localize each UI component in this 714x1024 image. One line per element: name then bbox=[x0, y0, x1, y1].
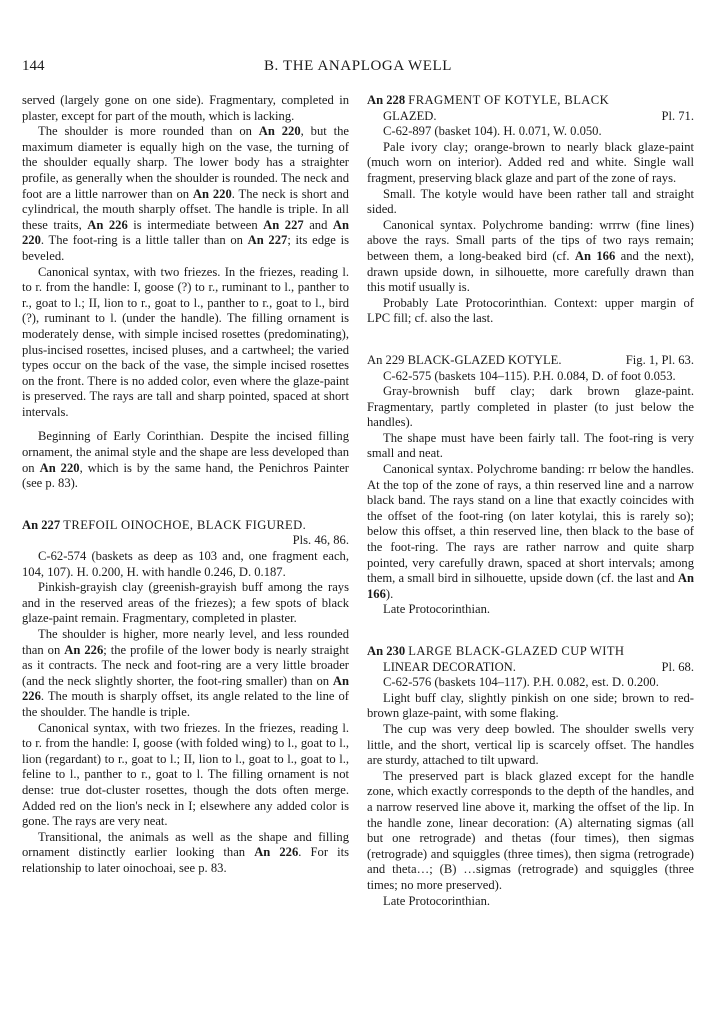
paragraph: C-62-575 (baskets 104–115). P.H. 0.084, D. of foot 0.053. bbox=[383, 368, 676, 383]
paragraph: Probably Late Protocorinthian. Context: upper margin of LPC fill; cf. also the last. bbox=[367, 295, 694, 326]
left-column bbox=[22, 93, 349, 877]
catalog-ref: An 226 bbox=[254, 845, 299, 860]
paragraph: Canonical syntax, with two friezes. In the friezes, reading l. to r. from the handle: I, goose (?) to r., ruminant to l., panther to r., goat to l.; II, lion to r., goat to l., panther to r., goat to l., bird (?), ruminant to l. (under the handle). The filling ornament is moderately dense, with simple incised rosettes (predominating), plus-incised rosettes, incised pluses, and a cartwheel; the varied types occur on the back of the vase, the simple incised rosettes on the front. There is no added color, even where the glaze-paint is preserved. The rays are tall and sharp pointed, spaced at short intervals. bbox=[22, 264, 349, 419]
paragraph: Light buff clay, slightly pinkish on one side; brown to red-brown glaze-paint, with some flaking. bbox=[367, 690, 694, 721]
page-number: 144 bbox=[22, 58, 45, 74]
entry-an-227 bbox=[22, 518, 349, 877]
entry-title: An 227 TREFOIL OINOCHOE, BLACK FIGURED. bbox=[22, 517, 307, 532]
paragraph: Pale ivory clay; orange-brown to nearly black glaze-paint (much worn on interior). Added red and white. Single wall fragment, preserving black glaze and part of the zone of rays. bbox=[367, 139, 694, 185]
entry-an-228 bbox=[367, 93, 694, 327]
paragraph: Gray-brownish buff clay; dark brown glaze-paint. Fragmentary, partly completed in plaster (to just below the handles). bbox=[367, 384, 694, 430]
catalog-ref: An 226 bbox=[64, 642, 104, 657]
catalog-ref: An 220 bbox=[192, 186, 232, 201]
catalog-ref: An 220 bbox=[39, 460, 80, 475]
plate-reference: Fig. 1, Pl. 63. bbox=[625, 352, 694, 367]
entry-an-230 bbox=[367, 644, 694, 909]
running-head: B. THE ANAPLOGA WELL bbox=[263, 58, 453, 74]
paragraph: Transitional, the animals as well as the shape and filling ornament distinctly earlier looking than An 226. For its relationship to later oinochoai, see p. 83. bbox=[22, 829, 349, 875]
paragraph: served (largely gone on one side). Fragmentary, completed in plaster, except for part of the mouth, which is lacking. bbox=[22, 93, 349, 123]
entry-title-cont: LINEAR DECORATION. bbox=[383, 659, 516, 674]
catalog-ref: An 166 bbox=[367, 571, 694, 601]
page-header bbox=[22, 58, 694, 82]
catalog-ref: An 227 bbox=[263, 217, 304, 232]
plate-reference: Pl. 71. bbox=[661, 108, 694, 123]
paragraph: The shoulder is higher, more nearly level, and less rounded than on An 226; the profile of the lower body is nearly straight as it contracts. The neck and foot-ring are a very little broader (and the neck slightly shorter, the foot-ring smaller) than on An 226. The mouth is sharply offset, its angle related to the line of the shoulder. The handle is triple. bbox=[22, 627, 350, 719]
paragraph: Canonical syntax. Polychrome banding: rr below the handles. At the top of the zone of rays, a thin reserved line and a narrow black band. The rays stand on a line that exactly coincides with the offset of the foot-ring (on later kotylai, this is rarely so); below this offset, a thin reserved line, then black to the base of the foot-ring. The rays are rather narrow and quite sharp pointed, very carefully drawn, spaced at short intervals; among them, a small bird in silhouette, upside down (cf. the last and An 166). bbox=[367, 462, 694, 601]
paragraph: Canonical syntax, with two friezes. In the friezes, reading l. to r. from the handle: I, goose (with folded wing) to l., goat to l., lion (regardant) to r., goat to l.; II, lion to l., goat to l., goat to l., feline to l., panther to r., goat to l. The filling ornament is not dense: true dot-cluster rosettes, though the dots often merge. Added red on the lion's neck in I; elsewhere any added color is gone. The rays are very neat. bbox=[22, 720, 349, 829]
paragraph: Late Protocorinthian. bbox=[383, 602, 491, 617]
paragraph: C-62-576 (baskets 104–117). P.H. 0.082, est. D. 0.200. bbox=[383, 675, 659, 690]
paragraph: The cup was very deep bowled. The shoulder swells very little, and the short, vertical lip is scarcely offset. The handles are sturdy, attached to tilt upward. bbox=[367, 721, 694, 768]
entry-an-229 bbox=[367, 353, 694, 618]
paragraph: Canonical syntax. Polychrome banding: wrrrw (fine lines) above the rays. Small parts of the tips of two rays remain; between them, a long-beaked bird (cf. An 166 and the next), drawn upside down, in silhouette, more carefully drawn than this motif usually is. bbox=[367, 217, 695, 295]
catalog-ref: An 220 bbox=[258, 124, 301, 139]
catalog-number: An 229 bbox=[367, 352, 405, 367]
entry-title: An 229 BLACK-GLAZED KOTYLE. bbox=[367, 352, 562, 367]
catalog-ref: An 226 bbox=[22, 673, 349, 704]
catalog-number: An 227 bbox=[22, 517, 61, 532]
entry-title: An 228 FRAGMENT OF KOTYLE, BLACK bbox=[367, 93, 610, 107]
paragraph: Beginning of Early Corinthian. Despite the incised filling ornament, the animal style and the shape are less developed than on An 220, which is by the same hand, the Penichros Painter (see p. 83). bbox=[22, 429, 350, 491]
paragraph: Late Protocorinthian. bbox=[383, 893, 491, 908]
catalog-number: An 230 bbox=[367, 644, 406, 658]
paragraph: Small. The kotyle would have been rather tall and straight sided. bbox=[367, 186, 694, 217]
paragraph: The shoulder is more rounded than on An 220, but the maximum diameter is equally high on the vase, the turning of the shoulder equally sharp. The lower body has a straighter profile, as generally when the shoulder is rounded. The neck and foot are a little narrower than on An 220. The neck is short and cylindrical, the mouth sharply offset. The handle is triple. In all these traits, An 226 is intermediate between An 227 and An 220. The foot-ring is a little taller than on An 227; its edge is beveled. bbox=[22, 124, 350, 263]
entry-title: An 230 LARGE BLACK-GLAZED CUP WITH bbox=[367, 644, 625, 658]
paragraph: C-62-897 (basket 104). H. 0.071, W. 0.050. bbox=[383, 124, 602, 139]
paragraph: The preserved part is black glazed except for the handle zone, which exactly corresponds to the depth of the handles, and a narrow reserved line above it, marking the offset of the lip. In the handle zone, linear decoration: (A) alternating sigmas (all but one retrograde) and thetas (four times), then sigmas (retrograde) and squiggles (three times), then sigma (retrograde) and theta…; (B) …sigmas (retrograde) and squiggles (three times; no more preserved). bbox=[367, 768, 694, 892]
paragraph: Pinkish-grayish clay (greenish-grayish buff among the rays and in the reserved areas of the friezes); a few spots of black glaze-paint remain. Fragmentary, completed in plaster. bbox=[22, 580, 349, 626]
right-column bbox=[367, 93, 694, 909]
catalog-number: An 228 bbox=[367, 93, 406, 107]
plate-reference: Pls. 46, 86. bbox=[292, 533, 349, 548]
plate-reference: Pl. 68. bbox=[661, 659, 694, 674]
entry-title-cont: GLAZED. bbox=[383, 108, 437, 123]
catalog-ref: An 227 bbox=[247, 233, 288, 248]
paragraph: C-62-574 (baskets as deep as 103 and, one fragment each, 104, 107). H. 0.200, H. with handle 0.246, D. 0.187. bbox=[22, 549, 349, 579]
catalog-ref: An 166 bbox=[574, 248, 616, 263]
catalog-ref: An 226 bbox=[87, 217, 128, 232]
catalog-ref: An 220 bbox=[22, 217, 350, 248]
paragraph: The shape must have been fairly tall. The foot-ring is very small and neat. bbox=[367, 430, 694, 461]
